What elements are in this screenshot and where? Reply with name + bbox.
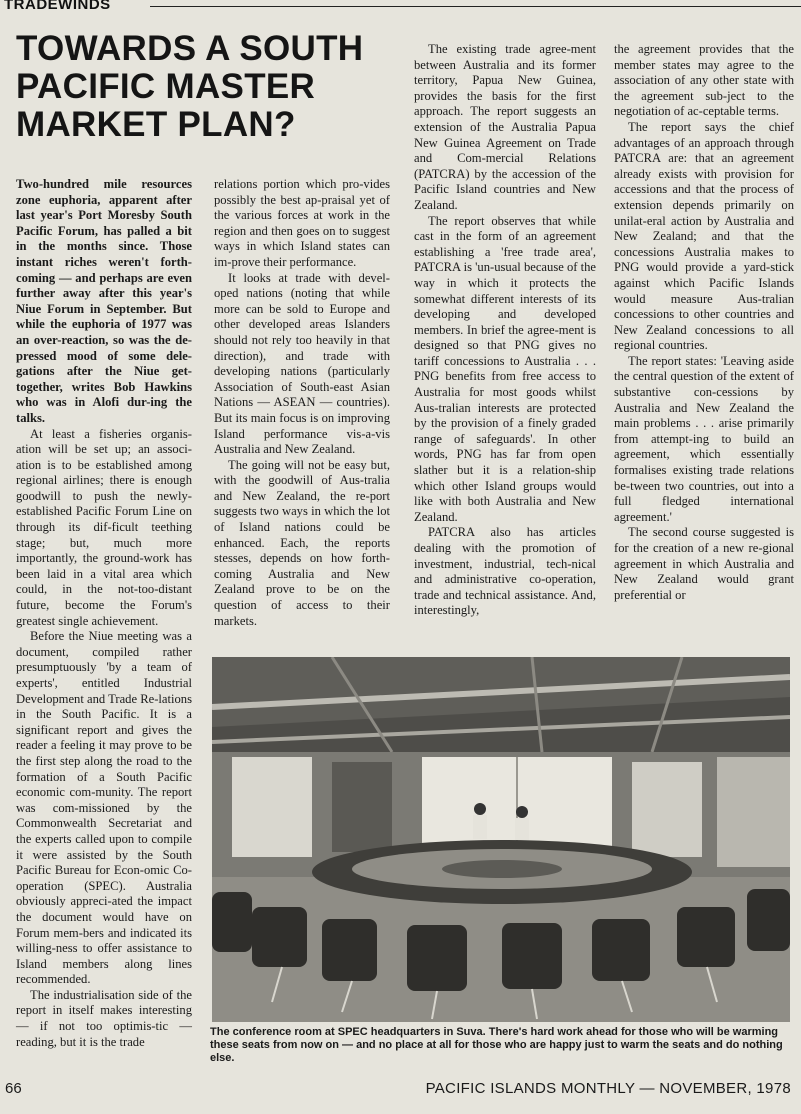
paragraph: It looks at trade with devel-oped nations (noting that while more can be sold to Europe and other developed areas Islanders should not rely too heavily in that direction), and trade with developing nations (particularly Association of South-east Asian Nations — ASEAN — countries). But its main focus is on improving Island performance vis-a-vis Australia and New Zealand. bbox=[214, 270, 390, 457]
article-column-1 bbox=[16, 177, 192, 1050]
photo-caption: The conference room at SPEC headquarters in Suva. There's hard work ahead for those who will be warming these seats from now on — and no place at all for those who are happy just to warm the seats and do nothing else. bbox=[210, 1026, 783, 1064]
paragraph: PATCRA also has articles dealing with the promotion of investment, industrial, tech-nical and administrative co-operation, trade and technical assistance. And, interestingly, bbox=[414, 525, 596, 618]
header-rule bbox=[150, 6, 801, 7]
paragraph: The report observes that while cast in the form of an agreement establishing a 'free trade area', PATCRA is 'un-usual because of the way in which it protects the somewhat different interests of its developing and developed members. In brief the agree-ment is designed so that PNG gives no tariff concessions to Australia . . . PNG benefits from free access to Australia for most goods whilst Aus-tralian interests are protected by the provision of a finely graded range of safeguards'. In other words, PNG has far from open slather but it is a relation-ship which other Island groups would like with both Australia and New Zealand. bbox=[414, 213, 596, 524]
article-column-4 bbox=[614, 42, 794, 603]
paragraph: relations portion which pro-vides possibly the best ap-praisal yet of the various forces at work in the region and then goes on to suggest ways in which Island states can im-prove their performance. bbox=[214, 177, 390, 269]
headline: TOWARDS A SOUTH PACIFIC MASTER MARKET PLAN? bbox=[16, 29, 364, 144]
paragraph: The second course suggested is for the creation of a new re-gional agreement in which Australia and New Zealand would grant preferential or bbox=[614, 525, 794, 602]
standfirst: Two-hundred mile resources zone euphoria, apparent after last year's Port Moresby South Pacific Forum, has palled a bit in the months since. Those instant riches weren't forth-coming — and perhaps are even further away after this year's Niue Forum in September. But while the euphoria of 1977 was an over-reaction, so was the de-pressed mood of some dele-gations after the Niue get-together, writes Bob Hawkins who was in Alofi dur-ing the talks. bbox=[16, 177, 192, 425]
paragraph: The report says the chief advantages of an approach through PATCRA are: that an agreement already exists with provision for accessions and that the process of extension depends primarily on unilat-eral action by Australia and New Zealand; and that the concessions Australia makes to PNG would provide a yard-stick against which Pacific Islands would measure Aus-tralian concessions to other countries and New Zealand concessions to all regional countries. bbox=[614, 119, 794, 353]
article-column-2 bbox=[214, 177, 390, 629]
page-number: 66 bbox=[5, 1080, 22, 1097]
paragraph: the agreement provides that the member states may agree to the association of any other state with the agreement sub-ject to the negotiation of ac-ceptable terms. bbox=[614, 42, 794, 119]
section-tag: TRADEWINDS bbox=[4, 0, 111, 13]
publication-footer: PACIFIC ISLANDS MONTHLY — NOVEMBER, 1978 bbox=[425, 1080, 791, 1097]
conference-room-photo bbox=[212, 657, 790, 1022]
paragraph: The going will not be easy but, with the goodwill of Aus-tralia and New Zealand, the re-port suggests two ways in which the lot of Island nations could be enhanced. Each, the reports stesses, depends on how forth-coming Australia and New Zealand prove to be on the question of access to their markets. bbox=[214, 457, 390, 628]
conference-room-illustration bbox=[212, 657, 790, 1022]
paragraph: Before the Niue meeting was a document, compiled rather presumptuously 'by a team of experts', entitled Industrial Development and Trade Re-lations in the South Pacific. It is a significant report and gives the reader a feeling it may prove to be the first step along the road to the formation of a South Pacific economic com-munity. The report was com-missioned by the Commonwealth Secretariat and the experts called upon to compile it were assisted by the South Pacific Bureau for Econ-omic Co-operation (SPEC). Australia obviously appreci-ated the impact the document would have on Forum mem-bers and indicated its willing-ness to offer assistance to Island members along lines recommended. bbox=[16, 629, 192, 987]
article-column-3 bbox=[414, 42, 596, 619]
paragraph: The existing trade agree-ment between Australia and its former territory, Papua New Guinea, provides the basis for the first approach. The report suggests an extension of the Australia Papua New Guinea Agreement on Trade and Com-mercial Relations (PATCRA) by the accession of the Pacific Island countries and New Zealand. bbox=[414, 42, 596, 212]
paragraph: The report states: 'Leaving aside the central question of the extent of substantive con-cessions by Australia and New Zealand the main problems . . . arise primarily from attempt-ing to build an agreement, which essentially formalises existing trade relations be-tween two countries, out into a full fledged international agreement.' bbox=[614, 353, 794, 524]
paragraph: The industrialisation side of the report in itself makes interesting — if not too optimis-tic — reading, but it is the trade bbox=[16, 987, 192, 1049]
paragraph: At least a fisheries organis-ation will be set up; an associ-ation is to be established among regional airlines; there is enough goodwill to push the newly-established Pacific Forum Line on through its dif-ficult teething stage; but, much more importantly, the ground-work has been laid in a vital area which could, in the not-too-distant future, become the Forum's greatest single achievement. bbox=[16, 426, 192, 628]
